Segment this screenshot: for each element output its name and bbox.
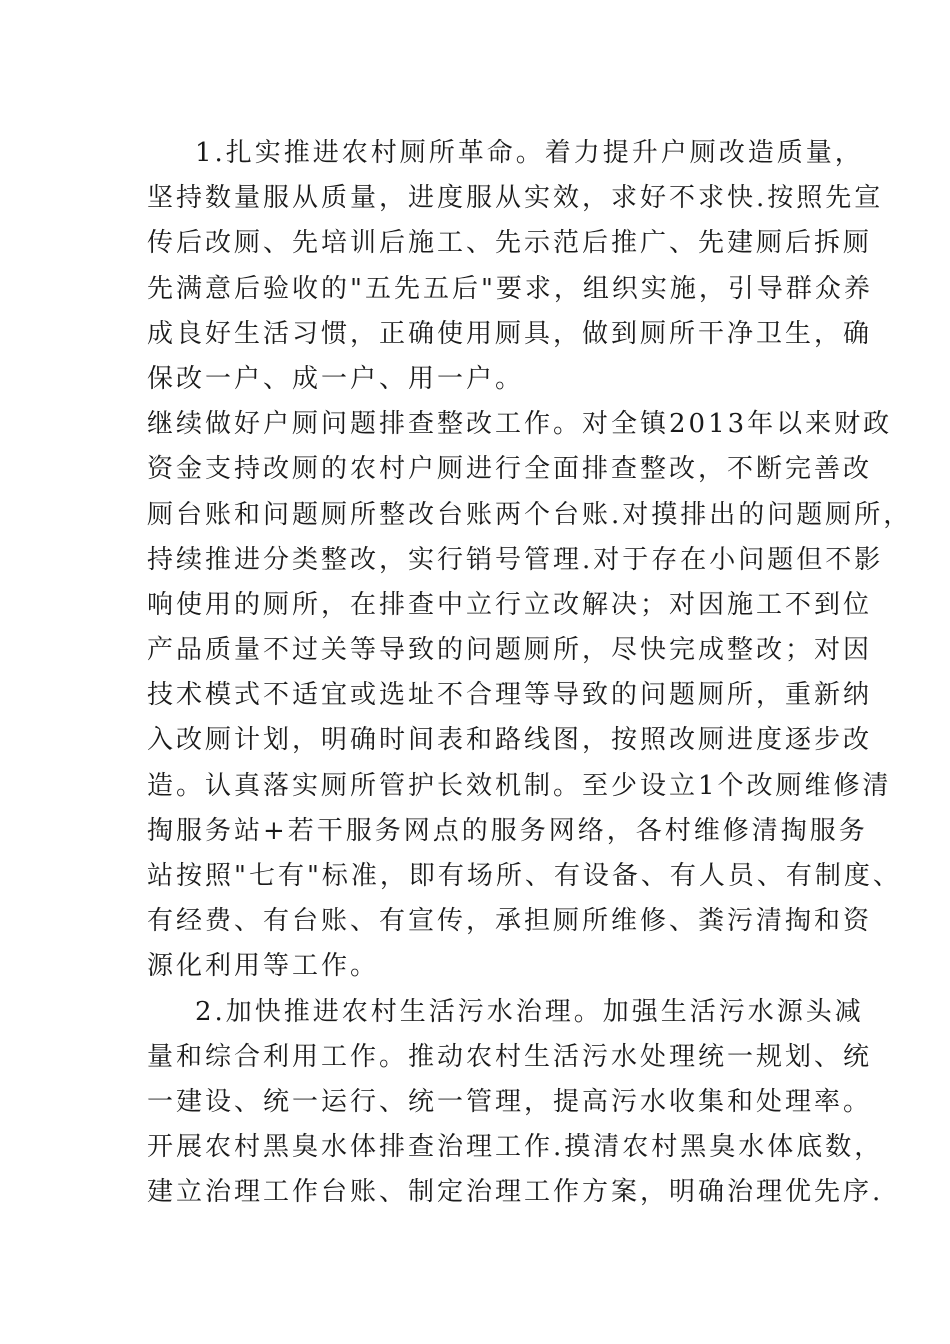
paragraph-line: 传后改厕、先培训后施工、先示范后推广、先建厕后拆厕 bbox=[147, 228, 873, 259]
paragraph-line: 1.扎实推进农村厕所革命。着力提升户厕改造质量， bbox=[195, 138, 864, 168]
paragraph-line: 量和综合利用工作。推动农村生活污水处理统一规划、统 bbox=[147, 1041, 873, 1072]
paragraph-line: 产品质量不过关等导致的问题厕所，尽快完成整改；对因 bbox=[147, 635, 873, 666]
paragraph-line: 开展农村黑臭水体排查治理工作.摸清农村黑臭水体底数， bbox=[147, 1132, 884, 1163]
document-body bbox=[147, 131, 913, 1216]
paragraph-line: 入改厕计划，明确时间表和路线图，按照改厕进度逐步改 bbox=[147, 725, 873, 756]
paragraph-line: 持续推进分类整改，实行销号管理.对于存在小问题但不影 bbox=[147, 544, 884, 575]
paragraph-line: 技术模式不适宜或选址不合理等导致的问题厕所，重新纳 bbox=[147, 680, 873, 711]
paragraph-line: 造。认真落实厕所管护长效机制。至少设立1个改厕维修清 bbox=[147, 770, 892, 801]
paragraph-line: 保改一户、成一户、用一户。 bbox=[147, 363, 525, 394]
paragraph-line: 响使用的厕所，在排查中立行立改解决；对因施工不到位 bbox=[147, 589, 873, 620]
paragraph-line: 建立治理工作台账、制定治理工作方案，明确治理优先序. bbox=[147, 1177, 884, 1208]
paragraph-line: 站按照"七有"标准，即有场所、有设备、有人员、有制度、 bbox=[147, 861, 902, 891]
paragraph-line: 资金支持改厕的农村户厕进行全面排查整改，不断完善改 bbox=[147, 454, 873, 485]
paragraph-line: 先满意后验收的"五先五后"要求，组织实施，引导群众养 bbox=[147, 273, 873, 304]
paragraph-line: 有经费、有台账、有宣传，承担厕所维修、粪污清掏和资 bbox=[147, 906, 873, 937]
paragraph-line: 继续做好户厕问题排查整改工作。对全镇2013年以来财政 bbox=[147, 409, 893, 440]
paragraph-line: 坚持数量服从质量，进度服从实效，求好不求快.按照先宣 bbox=[147, 183, 884, 214]
paragraph-line: 掏服务站+若干服务网点的服务网络，各村维修清掏服务 bbox=[147, 815, 868, 846]
paragraph-line: 源化利用等工作。 bbox=[147, 951, 380, 982]
paragraph-line: 2.加快推进农村生活污水治理。加强生活污水源头减 bbox=[195, 996, 864, 1027]
paragraph-line: 厕台账和问题厕所整改台账两个台账.对摸排出的问题厕所， bbox=[147, 499, 913, 530]
paragraph-line: 成良好生活习惯，正确使用厕具，做到厕所干净卫生，确 bbox=[147, 318, 873, 349]
paragraph-line: 一建设、统一运行、统一管理，提高污水收集和处理率。 bbox=[147, 1086, 873, 1117]
